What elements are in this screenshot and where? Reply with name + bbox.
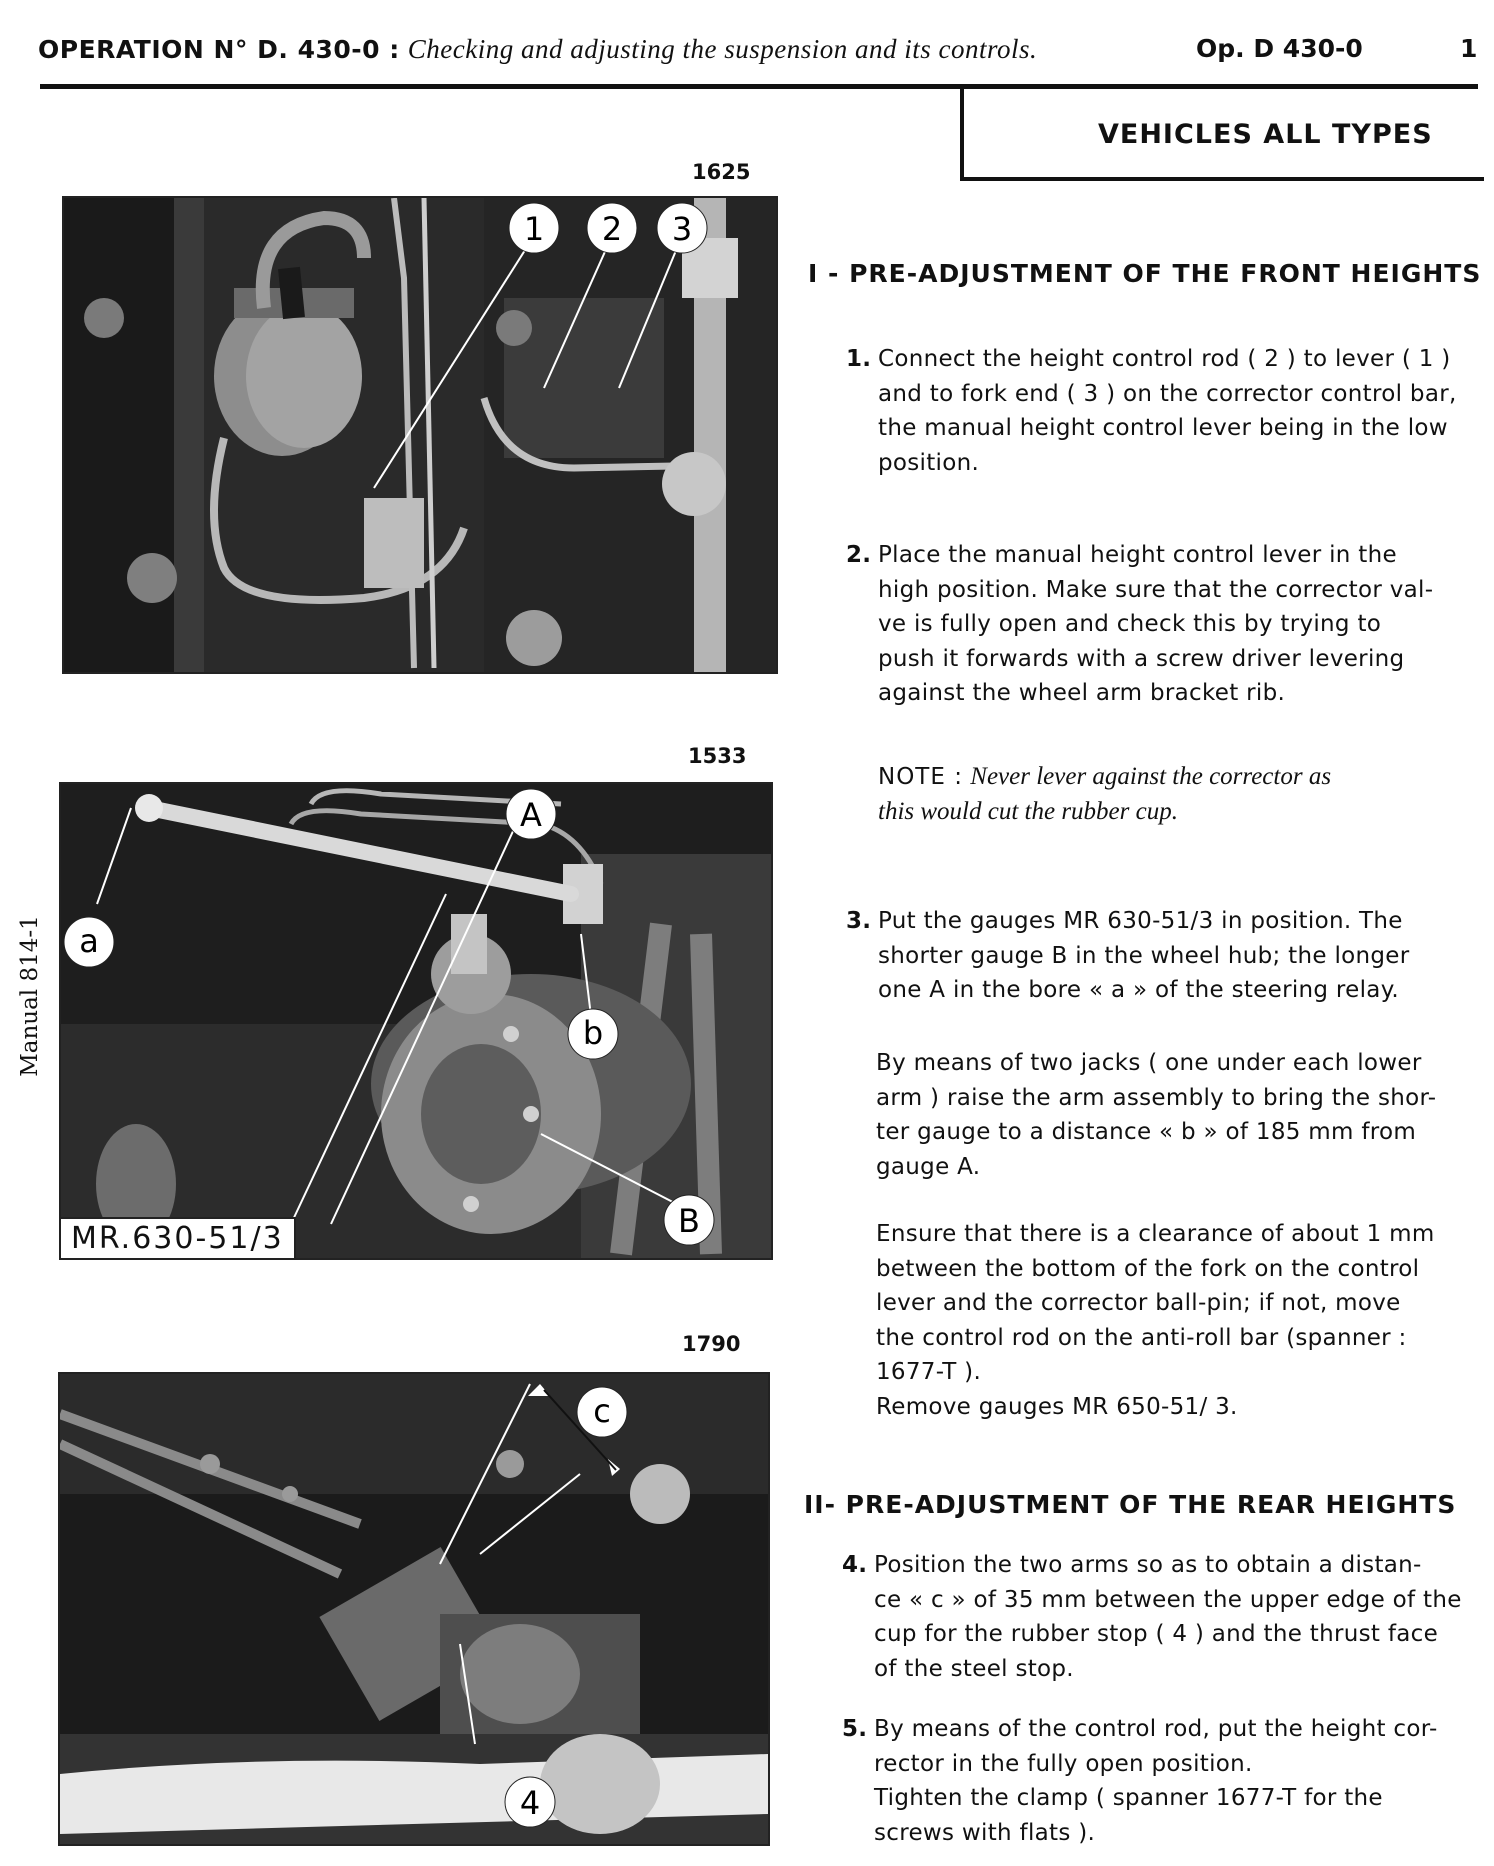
text-line: the manual height control lever being in the low bbox=[878, 415, 1448, 441]
section-title-rear: II- PRE-ADJUSTMENT OF THE REAR HEIGHTS bbox=[804, 1490, 1457, 1519]
item-number: 5. bbox=[842, 1716, 868, 1742]
item-number: 2. bbox=[846, 542, 872, 568]
gauge-reference-label: MR.630-51/3 bbox=[61, 1217, 296, 1258]
photo-illustration-front-suspension bbox=[61, 784, 771, 1258]
text-line: 1677-T ). bbox=[876, 1359, 982, 1385]
op-code: Op. D 430-0 bbox=[1196, 34, 1363, 63]
figure-photo-1533 bbox=[59, 782, 773, 1260]
text-line: position. bbox=[878, 449, 980, 476]
callout-c: c bbox=[593, 1392, 611, 1430]
callout-b: b bbox=[582, 1014, 604, 1052]
figure-number: 1790 bbox=[682, 1332, 741, 1356]
note-block bbox=[878, 760, 1331, 829]
text-line: gauge A. bbox=[876, 1153, 981, 1180]
note-text-line: Never lever against the corrector as bbox=[970, 763, 1332, 790]
text-line: Put the gauges MR 630-51/3 in position. The bbox=[878, 908, 1403, 934]
text-line: By means of two jacks ( one under each lower bbox=[876, 1050, 1422, 1076]
operation-label: OPERATION N° D. 430-0 : bbox=[38, 35, 400, 64]
text-line: arm ) raise the arm assembly to bring the shor- bbox=[876, 1084, 1437, 1111]
operation-title: Checking and adjusting the suspension and its controls. bbox=[407, 34, 1038, 64]
figure-photo-1790 bbox=[58, 1372, 770, 1846]
text-line: Remove gauges MR 650-51/ 3. bbox=[876, 1393, 1238, 1420]
instruction-paragraph bbox=[876, 1046, 1436, 1184]
text-line: Connect the height control rod ( 2 ) to lever ( 1 ) bbox=[878, 346, 1451, 372]
manual-side-label: Manual 814-1 bbox=[17, 915, 43, 1077]
text-line: Place the manual height control lever in the bbox=[878, 542, 1397, 568]
text-line: and to fork end ( 3 ) on the corrector control bar, bbox=[878, 380, 1457, 407]
figure-number: 1625 bbox=[692, 160, 751, 184]
text-line: lever and the corrector ball-pin; if not, move bbox=[876, 1290, 1401, 1316]
callout-4: 4 bbox=[519, 1784, 541, 1822]
callout-a: a bbox=[79, 922, 99, 960]
text-line: rector in the fully open position. bbox=[874, 1750, 1253, 1777]
text-line: Tighten the clamp ( spanner 1677-T for the bbox=[874, 1785, 1383, 1811]
text-line: cup for the rubber stop ( 4 ) and the thrust face bbox=[874, 1621, 1439, 1647]
text-line: Position the two arms so as to obtain a distan- bbox=[874, 1552, 1422, 1578]
text-line: shorter gauge B in the wheel hub; the longer bbox=[878, 942, 1410, 969]
text-line: against the wheel arm bracket rib. bbox=[878, 680, 1286, 706]
text-line: ter gauge to a distance « b » of 185 mm from bbox=[876, 1119, 1417, 1145]
text-line: ce « c » of 35 mm between the upper edge of the bbox=[874, 1586, 1462, 1613]
text-line: one A in the bore « a » of the steering relay. bbox=[878, 977, 1399, 1003]
page-number: 1 bbox=[1460, 34, 1478, 63]
vehicles-box-label: VEHICLES ALL TYPES bbox=[1098, 119, 1433, 150]
text-line: By means of the control rod, put the height cor- bbox=[874, 1716, 1438, 1742]
callout-1: 1 bbox=[523, 210, 545, 248]
photo-illustration-rear-suspension bbox=[60, 1374, 768, 1844]
text-line: Ensure that there is a clearance of about 1 mm bbox=[876, 1221, 1435, 1247]
instruction-paragraph bbox=[876, 1217, 1435, 1424]
item-number: 1. bbox=[846, 346, 872, 372]
photo-illustration-engine bbox=[64, 198, 776, 672]
text-line: between the bottom of the fork on the control bbox=[876, 1255, 1420, 1282]
figure-number: 1533 bbox=[688, 744, 747, 768]
text-line: push it forwards with a screw driver levering bbox=[878, 645, 1405, 672]
callout-3: 3 bbox=[671, 210, 693, 248]
operation-header bbox=[38, 34, 1037, 65]
figure-photo-1625 bbox=[62, 196, 778, 674]
text-line: high position. Make sure that the corrector val- bbox=[878, 576, 1434, 603]
text-line: screws with flats ). bbox=[874, 1819, 1096, 1846]
note-label: NOTE : bbox=[878, 764, 963, 790]
item-number: 4. bbox=[842, 1552, 868, 1578]
callout-2: 2 bbox=[601, 210, 623, 248]
text-line: of the steel stop. bbox=[874, 1655, 1074, 1682]
item-number: 3. bbox=[846, 908, 872, 934]
callout-B: B bbox=[678, 1202, 700, 1240]
text-line: the control rod on the anti-roll bar (spanner : bbox=[876, 1324, 1407, 1351]
text-line: ve is fully open and check this by trying to bbox=[878, 611, 1382, 637]
section-title-front: I - PRE-ADJUSTMENT OF THE FRONT HEIGHTS bbox=[808, 259, 1482, 288]
note-text-line: this would cut the rubber cup. bbox=[878, 797, 1178, 825]
callout-A: A bbox=[520, 796, 542, 834]
